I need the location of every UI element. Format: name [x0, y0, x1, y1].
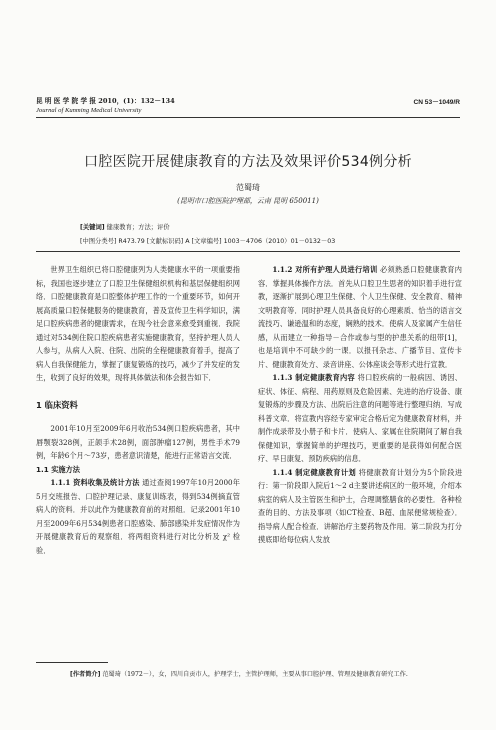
keywords-label: [关键词] [80, 224, 105, 231]
header-rule [36, 117, 460, 118]
journal-header [36, 96, 175, 116]
meta-rule [36, 251, 460, 252]
footnote-label: [作者简介] [70, 671, 101, 678]
keywords-text: 健康教育；方法；评价 [106, 224, 170, 231]
article-title: 口腔医院开展健康教育的方法及效果评价534例分析 [84, 154, 412, 170]
content-paragraph [258, 371, 462, 466]
journal-code: CN 53－1049/R [413, 99, 460, 106]
footnote-rule [36, 662, 108, 663]
article-author: 范蜀琦 [236, 183, 260, 192]
subsection-title: 1.1.3 制定健康教育内容 [272, 373, 356, 382]
classification-line: [中图分类号] R473.79 [文献标识码] A [文章编号] 1003－4706（2010）01－0132－03 [80, 238, 336, 245]
right-column [258, 263, 462, 547]
author-footnote [70, 669, 462, 681]
left-column [36, 263, 240, 557]
subsection-body: 通过查阅1997年10月2000年5月交班报告、口腔护理记录、康复训练表，得到534例摘直管病人的资料．并以此作为健康教育前的对照组．记录2001年10月至2009年6月534例患者口腔感染、肺部感染并发症情况作为开展健康教育后的观察组．将两组资料进行对比分析及 χ² 检验． [36, 478, 240, 555]
journal-cn-line: 昆 明 医 学 院 学 报 2010，(1)：132－134 [36, 97, 175, 105]
subsection-body: 将健康教育计划分为5个阶段进行：第一阶段即入院后1～2 d主要讲述病区的一般环境，介绍本病室的病人及主管医生和护士，合理调整膳食的必要性．各种检查的目的、方法及事项（如CT检查、B超、血尿便常规检查）．指导病人配合检查．讲解治疗主要药物及作用．第二阶段为打分摸底即给每位病人发放 [258, 467, 463, 544]
subsection-title: 1.1.4 制定健康教育计划 [272, 467, 357, 477]
subsection-body: 将口腔疾病的一般病因、诱因、症状、体征、病程、用药原则及危险因素、先进的治疗设备、康复锻炼的步骤及方法、出院后注意的问题等进行整理归纳．写成科普文章．将宣教内容经专家审定合格后定为健康教育材料，并制作成录带及小册子和卡片．使病人、家属在住院期间了解自我保健知识，掌握简单的护理技巧，更重要的是获得如何配合医疗、早日康复、预防疾病的信息． [258, 373, 462, 463]
subsection-body: 必须熟悉口腔健康教育内容．掌握具体操作方法．首先从口腔卫生思者的知识着手进行宣教，逐渐扩展到心理卫生保健、个人卫生保健、安全教育、精神文明教育等．同时护理人员具备良好的心理素质、恰当的语言交流技巧、谦逊温和的态度，娴熟的技术．使病人及家属产生信任感，从而建立一种指导－合作或参与型的护患关系的纽带[1]，也是培训中不可缺少的一课．以报刊杂志、广播节目、宣传卡片、健康教育处方、录音讲座、公体座谈会等形式进行宣教． [258, 265, 462, 369]
journal-en-line: Journal of Kunming Medical University [36, 107, 142, 114]
method-paragraph [36, 476, 240, 557]
article-affiliation: (昆明市口腔医院护理部，云南 昆明 650011) [177, 197, 319, 205]
plan-paragraph [258, 466, 462, 547]
subsection-title: 1.1.1 资料收集及统计方法 [50, 478, 140, 487]
clinical-data-paragraph: 2001年10月至2009年6月收治534例口腔疾病患者，其中唇颚裂328例，正颌手术28例，面部肿瘤127例，男性手术79例，年龄6个月～73岁，患者意识清楚，能进行正常语言交流． [36, 424, 240, 460]
intro-paragraph: 世界卫生组织已将口腔健康列为人类健康水平的一项重要指标，我国也逐步建立了口腔卫生保健组织机构和基层保健组织网络．口腔健康教育是口腔整体护理工作的一个重要环节，如何开展高质量口腔保健服务的健康教育，普及宣传卫生科学知识，满足口腔疾病患者的健康需求，在现今社会意来愈受到重视．我院通过对534例住院口腔疾病患者实施健康教育，坚持护理人员人人参与，从病人入院、住院、出院的全程健康教育着手，提高了病人自我保健能力，掌握了康复锻炼的技巧，减少了并发症的发生，收到了良好的效果，现将具体做法和体会报告如下． [36, 265, 240, 382]
subsection-heading: 1.1 实施方法 [36, 464, 80, 474]
footnote-text: 范蜀琦（1972－），女，四川自贡市人，护理学士，主管护理师，主要从事口腔护理、管理及健康教育研究工作. [102, 671, 408, 678]
training-paragraph [258, 263, 462, 371]
section-heading: 1 临床资料 [36, 399, 78, 410]
subsection-title: 1.1.2 对所有护理人员进行培训 [272, 265, 378, 274]
keywords-line [80, 222, 170, 231]
